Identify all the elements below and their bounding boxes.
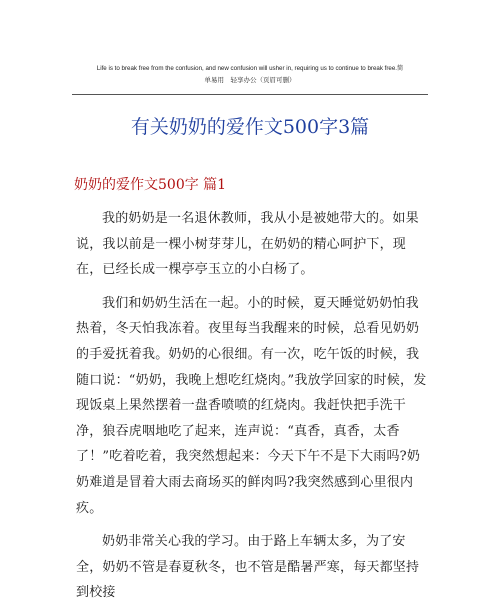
section-title: 奶奶的爱作文500字 篇1 <box>74 177 227 193</box>
paragraph: 我的奶奶是一名退休教师，我从小是被她带大的。如果说，我以前是一棵小树芽芽儿，在奶奶的精心呵护下，现在，已经长成一棵亭亭玉立的小白杨了。 <box>76 211 419 278</box>
article-body <box>76 206 428 614</box>
page-header <box>72 64 428 85</box>
paragraph: 奶奶非常关心我的学习。由于路上车辆太多，为了安全，奶奶不管是春夏秋冬，也不管是酷暑严寒，每天都坚持到校接 <box>76 534 420 601</box>
header-quote: Life is to break free from the confusion, and new confusion will usher in, requiring us to continue to break free.简 <box>96 65 404 72</box>
paragraph: 我们和奶奶生活在一起。小的时候，夏天睡觉奶奶怕我热着，冬天怕我冻着。夜里每当我醒来的时候，总看见奶奶的手爱抚着我。奶奶的心很细。有一次，吃午饭的时候，我随口说：“奶奶，我晚上想吃红烧肉。”我放学回家的时候，发现饭桌上果然摆着一盘香喷喷的红烧肉。我赶快把手洗干净，狼吞虎咽地吃了起来，连声说：“真香，真香，太香了！”吃着吃着，我突然想起来：今天下午不是下大雨吗?奶奶难道是冒着大雨去商场买的鲜肉吗?我突然感到心里很内疚。 <box>76 295 427 516</box>
header-divider <box>72 94 428 95</box>
document-title: 有关奶奶的爱作文500字3篇 <box>130 116 370 138</box>
header-note: 单易用 轻享办公（页眉可删） <box>204 76 296 84</box>
